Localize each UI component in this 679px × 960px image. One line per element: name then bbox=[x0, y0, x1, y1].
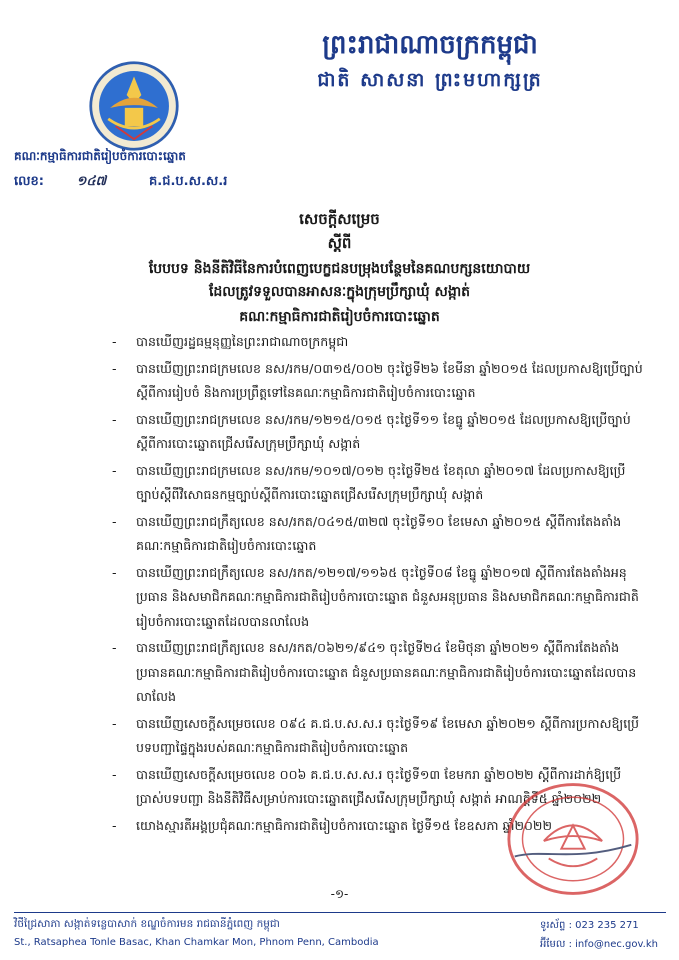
list-item-text: បានឃើញព្រះរាជក្រមលេខ នស/រកម/១០១៧/០១២ ចុះថ្ងៃទី២៥ ខែតុលា ឆ្នាំ២០១៧ ដែលប្រកាសឱ្យប្រើច្បាប់ស្ដីពីវិសោធនកម្មច្បាប់ស្ដីពីការបោះឆ្នោតជ្រើសរើសក្រុមប្រឹក្សាឃុំ សង្កាត់ bbox=[136, 462, 626, 502]
bullet-marker: - bbox=[112, 513, 117, 529]
bullet-marker: - bbox=[112, 817, 117, 833]
list-item-text: បានឃើញសេចក្ដីសម្រេចលេខ ០០៦ គ.ជ.ប.ស.ស.រ ចុះថ្ងៃទី១៣ ខែមករា ឆ្នាំ២០២២ ស្ដីពីការដាក់ឱ្យប្រើប្រាស់បទបញ្ជា និងនីតិវិធីសម្រាប់ការបោះឆ្នោតជ្រើសរើសក្រុមប្រឹក្សាឃុំ សង្កាត់ អាណត្តិទី៥ ឆ្នាំ២០២២ bbox=[136, 766, 622, 806]
decision-title: សេចក្ដីសម្រេច bbox=[299, 210, 380, 228]
footer-address-khmer: វិថីជ្រៃសាភា សង្កាត់ទន្លេបាសាក់ ខណ្ឌចំការមន រាជធានីភ្នំពេញ កម្ពុជា bbox=[14, 918, 280, 930]
list-item bbox=[112, 712, 647, 761]
list-item bbox=[112, 357, 647, 406]
subject-line-2: ដែលត្រូវទទួលបានអាសនៈក្នុងក្រុមប្រឹក្សាឃុំ សង្កាត់ bbox=[208, 284, 471, 300]
bullet-marker: - bbox=[112, 360, 117, 376]
page-number: -១- bbox=[330, 887, 349, 901]
reference-suffix: គ.ជ.ប.ស.ស.រ bbox=[149, 174, 228, 189]
list-item-text: បានឃើញរដ្ឋធម្មនុញ្ញនៃព្រះរាជាណាចក្រកម្ពុជា bbox=[136, 334, 349, 349]
nec-emblem-logo bbox=[88, 60, 180, 152]
bullet-marker: - bbox=[112, 766, 117, 782]
reference-label: លេខ: bbox=[14, 174, 44, 189]
about-label: ស្ដីពី bbox=[327, 234, 352, 252]
reference-line bbox=[14, 173, 227, 192]
bullet-marker: - bbox=[112, 462, 117, 478]
bullet-marker: - bbox=[112, 564, 117, 580]
official-seal-stamp bbox=[505, 780, 641, 898]
bullet-marker: - bbox=[112, 334, 117, 349]
list-item-text: បានឃើញព្រះរាជក្រមលេខ នស/រកម/០៣១៥/០០២ ចុះថ្ងៃទី២៦ ខែមីនា ឆ្នាំ២០១៥ ដែលប្រកាសឱ្យប្រើច្បាប់ស្ដីពីការរៀបចំ និងការប្រព្រឹត្តទៅនៃគណៈកម្មាធិការជាតិរៀបចំការបោះឆ្នោត bbox=[136, 360, 643, 400]
issuer-name: គណៈកម្មាធិការជាតិរៀបចំការបោះឆ្នោត bbox=[14, 149, 186, 163]
list-item bbox=[112, 636, 647, 710]
list-item-text: យោងស្មារតីអង្គប្រជុំគណៈកម្មាធិការជាតិរៀបចំការបោះឆ្នោត ថ្ងៃទី១៥ ខែឧសភា ឆ្នាំ២០២២ bbox=[136, 817, 552, 833]
footer-address-english: St., Ratsaphea Tonle Basac, Khan Chamkar Mon, Phnom Penn, Cambodia bbox=[14, 937, 379, 948]
footer-phone: ទូរស័ព្ទ : 023 235 271 bbox=[540, 920, 639, 931]
list-item bbox=[112, 561, 647, 635]
subject-line-1: បែបបទ និងនីតិវិធីនៃការបំពេញបេក្ខជនបម្រុងបន្ថែមនៃគណបក្សនយោបាយ bbox=[148, 261, 531, 277]
bullet-marker: - bbox=[112, 411, 117, 427]
list-item bbox=[112, 510, 647, 559]
bullet-marker: - bbox=[112, 640, 117, 655]
list-item-text: បានឃើញព្រះរាជក្រឹត្យលេខ នស/រកត/០៦២១/៩៤១ ចុះថ្ងៃទី២៤ ខែមិថុនា ឆ្នាំ២០២១ ស្ដីពីការតែងតាំងប្រធានគណៈកម្មាធិការជាតិរៀបចំការបោះឆ្នោត ជំនួសប្រធានគណៈកម្មាធិការជាតិរៀបចំការបោះឆ្នោតដែលបានលាលែង bbox=[136, 640, 637, 704]
list-item-text: បានឃើញព្រះរាជក្រឹត្យលេខ នស/រកត/០៤១៥/៣២៧ ចុះថ្ងៃទី១០ ខែមេសា ឆ្នាំ២០១៥ ស្ដីពីការតែងតាំងគណៈកម្មាធិការជាតិរៀបចំការបោះឆ្នោត bbox=[136, 513, 622, 553]
issuing-authority: គណៈកម្មាធិការជាតិរៀបចំការបោះឆ្នោត bbox=[239, 309, 440, 325]
footer-email: អ៊ីមែល : info@nec.gov.kh bbox=[540, 939, 658, 950]
list-item-text: បានឃើញសេចក្ដីសម្រេចលេខ ០៩៤ គ.ជ.ប.ស.ស.រ ចុះថ្ងៃទី១៩ ខែមេសា ឆ្នាំ២០២១ ស្ដីពីការប្រកាសឱ្យប្រើបទបញ្ជាផ្ទៃក្នុងរបស់គណៈកម្មាធិការជាតិរៀបចំការបោះឆ្នោត bbox=[136, 715, 640, 755]
kingdom-title: ព្រះរាជាណាចក្រកម្ពុជា bbox=[322, 30, 538, 60]
reference-number: ១៤៧ bbox=[76, 174, 107, 189]
legal-basis-list bbox=[112, 330, 647, 840]
list-item-text: បានឃើញព្រះរាជក្រឹត្យលេខ នស/រកត/១២១៧/១១៦៥ ចុះថ្ងៃទី០៨ ខែធ្នូ ឆ្នាំ២០១៧ ស្ដីពីការតែងតាំងអនុប្រធាន និងសមាជិកគណៈកម្មាធិការជាតិរៀបចំការបោះឆ្នោត ជំនួសអនុប្រធាន និងសមាជិកគណៈកម្មាធិការជាតិរៀបចំការបោះឆ្នោតដែលបានលាលែង bbox=[136, 564, 639, 629]
list-item-text: បានឃើញព្រះរាជក្រមលេខ នស/រកម/១២១៥/០១៥ ចុះថ្ងៃទី១១ ខែធ្នូ ឆ្នាំ២០១៥ ដែលប្រកាសឱ្យប្រើច្បាប់ស្ដីពីការបោះឆ្នោតជ្រើសរើសក្រុមប្រឹក្សាឃុំ សង្កាត់ bbox=[136, 411, 631, 451]
national-motto: ជាតិ សាសនា ព្រះមហាក្សត្រ bbox=[317, 69, 543, 91]
bullet-marker: - bbox=[112, 715, 117, 731]
list-item bbox=[112, 408, 647, 457]
footer-divider bbox=[14, 912, 666, 913]
list-item bbox=[112, 459, 647, 508]
list-item bbox=[112, 330, 647, 355]
